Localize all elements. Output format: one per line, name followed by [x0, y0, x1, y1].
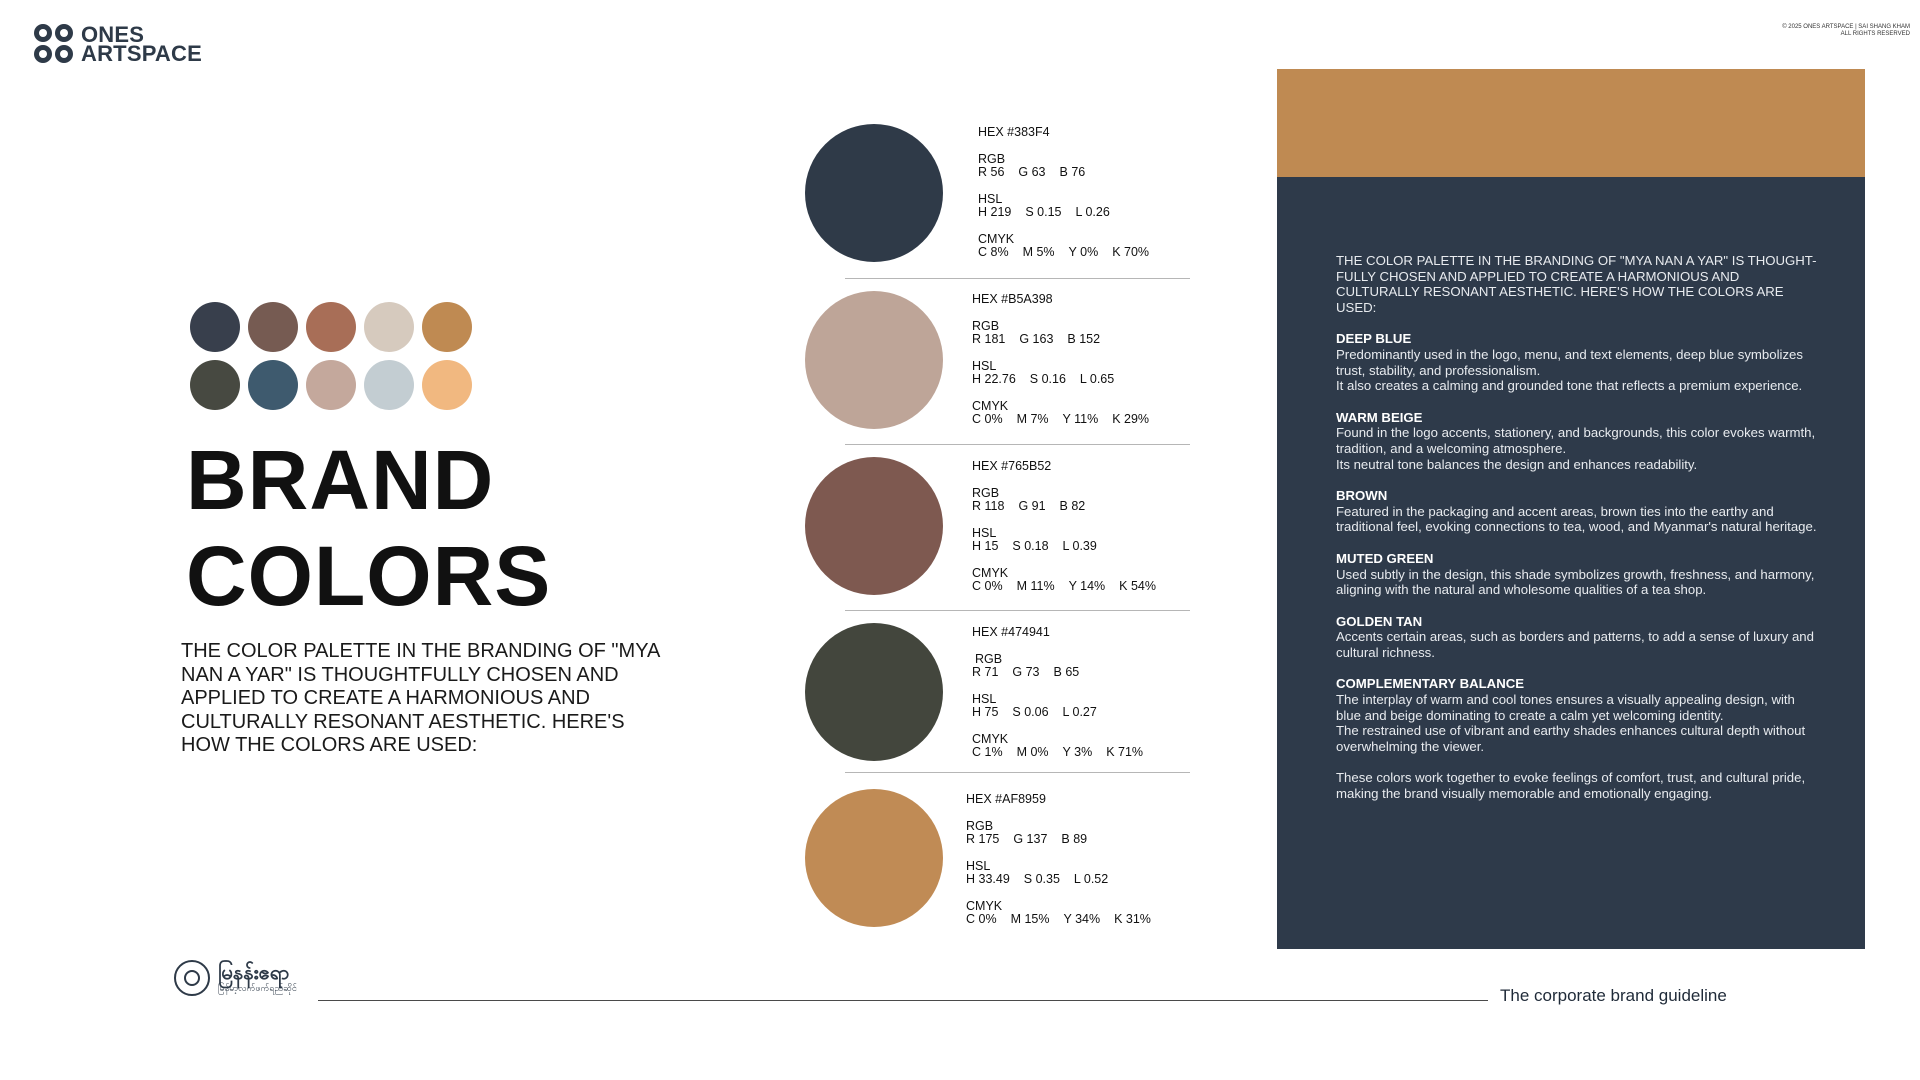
- copyright-notice: [1782, 24, 1910, 38]
- color-spec-brown: [805, 457, 1190, 597]
- hsl-h: H 15: [972, 539, 999, 553]
- rgb-label: RGB: [972, 319, 1000, 333]
- section-body: Featured in the packaging and accent areas, brown ties into the earthy and traditional feel, evoking connections to tea, wood, and Myanmar's natural heritage.: [1336, 503, 1817, 535]
- cmyk-k: K 71%: [1106, 745, 1144, 759]
- color-circle: [805, 291, 943, 429]
- cmyk-k: K 54%: [1119, 579, 1157, 593]
- color-usage-text: [1336, 253, 1818, 818]
- cmyk-m: M 7%: [1016, 412, 1049, 426]
- hsl-label: HSL: [978, 192, 1003, 206]
- cmyk-m: M 11%: [1016, 579, 1055, 593]
- logo-text-line2: ARTSPACE: [81, 40, 202, 66]
- section-body: Used subtly in the design, this shade symbolizes growth, freshness, and harmony, aligning with the natural and wholesome qualities of a tea shop.: [1336, 566, 1815, 598]
- hsl-label: HSL: [972, 359, 997, 373]
- cmyk-c: C 0%: [972, 579, 1003, 593]
- hsl-s: S 0.35: [1023, 872, 1060, 886]
- palette-swatch-grid: [190, 302, 472, 410]
- color-circle: [805, 457, 943, 595]
- palette-swatch: [190, 360, 240, 410]
- footer-brand-sub: မြန်မာ့လက်ဖက်ရည်ဆိုင်: [218, 982, 297, 993]
- hex-value: HEX #765B52: [972, 459, 1052, 473]
- palette-swatch: [306, 302, 356, 352]
- rgb-b: B 76: [1059, 165, 1086, 179]
- logo-circles-icon: [34, 24, 73, 63]
- rgb-r: R 118: [972, 499, 1005, 513]
- logo-text-line1: ONES: [81, 21, 145, 47]
- title-line2: COLORS: [186, 529, 552, 623]
- spec-divider: [845, 444, 1190, 445]
- cmyk-c: C 0%: [972, 412, 1003, 426]
- section-heading: WARM BEIGE: [1336, 409, 1423, 425]
- cmyk-label: CMYK: [972, 566, 1009, 580]
- rgb-b: B 82: [1059, 499, 1086, 513]
- rgb-g: G 137: [1013, 832, 1048, 846]
- rgb-r: R 56: [978, 165, 1005, 179]
- panel-section: [1336, 488, 1818, 535]
- hsl-label: HSL: [972, 526, 997, 540]
- rgb-g: G 163: [1019, 332, 1054, 346]
- hsl-s: S 0.15: [1025, 205, 1062, 219]
- palette-swatch: [248, 360, 298, 410]
- panel-section: [1336, 551, 1818, 598]
- rgb-g: G 91: [1018, 499, 1046, 513]
- hsl-label: HSL: [966, 859, 991, 873]
- panel-section: [1336, 614, 1818, 661]
- section-heading: COMPLEMENTARY BALANCE: [1336, 676, 1525, 692]
- rgb-r: R 181: [972, 332, 1006, 346]
- cmyk-k: K 70%: [1112, 245, 1150, 259]
- page-title: [186, 432, 551, 624]
- hsl-s: S 0.06: [1012, 705, 1049, 719]
- color-circle: [805, 623, 943, 761]
- hsl-h: H 22.76: [972, 372, 1016, 386]
- cmyk-y: Y 34%: [1063, 912, 1101, 926]
- intro-paragraph: THE COLOR PALETTE IN THE BRANDING OF "MYA NAN A YAR" IS THOUGHTFULLY CHOSEN AND APPLIED TO CREATE A HARMONIOUS AND CULTURALLY RESONANT AESTHETIC. HERE'S HOW THE COLORS ARE USED:: [181, 640, 660, 756]
- title-line1: BRAND: [186, 433, 495, 527]
- cmyk-y: Y 14%: [1068, 579, 1106, 593]
- section-body: Found in the logo accents, stationery, and backgrounds, this color evokes warmth, tradition, and a welcoming atmosphere. Its neutral tone balances the design and enhances readability.: [1336, 425, 1816, 472]
- hex-value: HEX #383F4: [978, 125, 1050, 139]
- hsl-label: HSL: [972, 692, 997, 706]
- palette-swatch: [364, 360, 414, 410]
- color-spec-deep-blue: [805, 123, 1190, 263]
- cmyk-c: C 8%: [978, 245, 1009, 259]
- copyright-line1: © 2025 ONES ARTSPACE | SAI SHANG KHAM: [1782, 24, 1910, 30]
- palette-swatch: [422, 360, 472, 410]
- section-heading: DEEP BLUE: [1336, 331, 1412, 347]
- copyright-line2: ALL RIGHTS RESERVED: [1840, 31, 1910, 37]
- cmyk-label: CMYK: [972, 732, 1009, 746]
- seal-icon: [174, 960, 210, 996]
- mya-nan-a-yar-logo: [174, 960, 297, 996]
- hsl-l: L 0.52: [1073, 872, 1109, 886]
- hsl-h: H 219: [978, 205, 1012, 219]
- rgb-r: R 175: [966, 832, 1000, 846]
- cmyk-k: K 31%: [1114, 912, 1151, 926]
- section-heading: MUTED GREEN: [1336, 550, 1434, 566]
- spec-divider: [845, 610, 1190, 611]
- cmyk-c: C 1%: [972, 745, 1003, 759]
- spec-divider: [845, 278, 1190, 279]
- hsl-l: L 0.65: [1079, 372, 1115, 386]
- rgb-label: RGB: [978, 152, 1006, 166]
- rgb-g: G 73: [1012, 665, 1040, 679]
- hex-value: HEX #474941: [972, 625, 1050, 639]
- cmyk-m: M 0%: [1016, 745, 1049, 759]
- palette-swatch: [364, 302, 414, 352]
- rgb-b: B 152: [1067, 332, 1101, 346]
- section-body: The interplay of warm and cool tones ensures a visually appealing design, with blue and beige dominating to create a calm yet welcoming identity. The restrained use of vibrant and earthy shades enhances cultural depth without overwhelming the viewer.: [1336, 692, 1806, 754]
- spec-divider: [845, 772, 1190, 773]
- rgb-r: R 71: [972, 665, 999, 679]
- panel-accent-band: [1277, 69, 1865, 177]
- hsl-h: H 33.49: [966, 872, 1010, 886]
- color-circle: [805, 124, 943, 262]
- panel-section: [1336, 410, 1818, 472]
- cmyk-label: CMYK: [966, 899, 1003, 913]
- panel-section: [1336, 676, 1818, 754]
- color-spec-muted-green: [805, 623, 1190, 763]
- cmyk-y: Y 11%: [1062, 412, 1099, 426]
- cmyk-m: M 5%: [1022, 245, 1055, 259]
- rgb-g: G 63: [1018, 165, 1046, 179]
- palette-swatch: [422, 302, 472, 352]
- footer-brand-name: မြနန်းဧရာ: [218, 961, 290, 984]
- hsl-l: L 0.39: [1062, 539, 1097, 553]
- rgb-label: RGB: [972, 486, 1000, 500]
- cmyk-c: C 0%: [966, 912, 997, 926]
- panel-section: [1336, 331, 1818, 393]
- section-body: Accents certain areas, such as borders and patterns, to add a sense of luxury and cultural richness.: [1336, 629, 1814, 660]
- hex-value: HEX #B5A398: [972, 292, 1053, 306]
- cmyk-k: K 29%: [1112, 412, 1150, 426]
- cmyk-label: CMYK: [978, 232, 1015, 246]
- cmyk-y: Y 0%: [1068, 245, 1099, 259]
- palette-swatch: [248, 302, 298, 352]
- hsl-s: S 0.18: [1012, 539, 1049, 553]
- section-heading: BROWN: [1336, 488, 1388, 504]
- hsl-l: L 0.27: [1062, 705, 1097, 719]
- hsl-l: L 0.26: [1075, 205, 1110, 219]
- section-body: Predominantly used in the logo, menu, and text elements, deep blue symbolizes trust, stability, and professionalism. It also creates a calming and grounded tone that reflects a premium experience.: [1336, 346, 1803, 394]
- hsl-h: H 75: [972, 705, 999, 719]
- color-circle: [805, 789, 943, 927]
- hex-value: HEX #AF8959: [966, 792, 1046, 806]
- cmyk-y: Y 3%: [1062, 745, 1093, 759]
- panel-intro: THE COLOR PALETTE IN THE BRANDING OF "MYA NAN A YAR" IS THOUGHT-FULLY CHOSEN AND APPLIED TO CREATE A HARMONIOUS AND CULTURALLY RESONANT AESTHETIC. HERE'S HOW THE COLORS ARE USED:: [1336, 253, 1817, 315]
- rgb-label: RGB: [966, 819, 994, 833]
- panel-closing: These colors work together to evoke feelings of comfort, trust, and cultural pride, making the brand visually memorable and emotionally engaging.: [1336, 770, 1806, 802]
- section-heading: GOLDEN TAN: [1336, 613, 1423, 629]
- rgb-b: B 65: [1053, 665, 1080, 679]
- color-spec-golden-tan: [805, 789, 1190, 929]
- rgb-label: RGB: [975, 652, 1003, 666]
- rgb-b: B 89: [1061, 832, 1088, 846]
- cmyk-label: CMYK: [972, 399, 1009, 413]
- footer-caption: The corporate brand guideline: [1500, 986, 1727, 1005]
- ones-artspace-logo: [34, 21, 202, 66]
- cmyk-m: M 15%: [1010, 912, 1050, 926]
- palette-swatch: [190, 302, 240, 352]
- footer-rule: [318, 1000, 1488, 1001]
- hsl-s: S 0.16: [1029, 372, 1066, 386]
- palette-swatch: [306, 360, 356, 410]
- color-spec-warm-beige: [805, 290, 1190, 430]
